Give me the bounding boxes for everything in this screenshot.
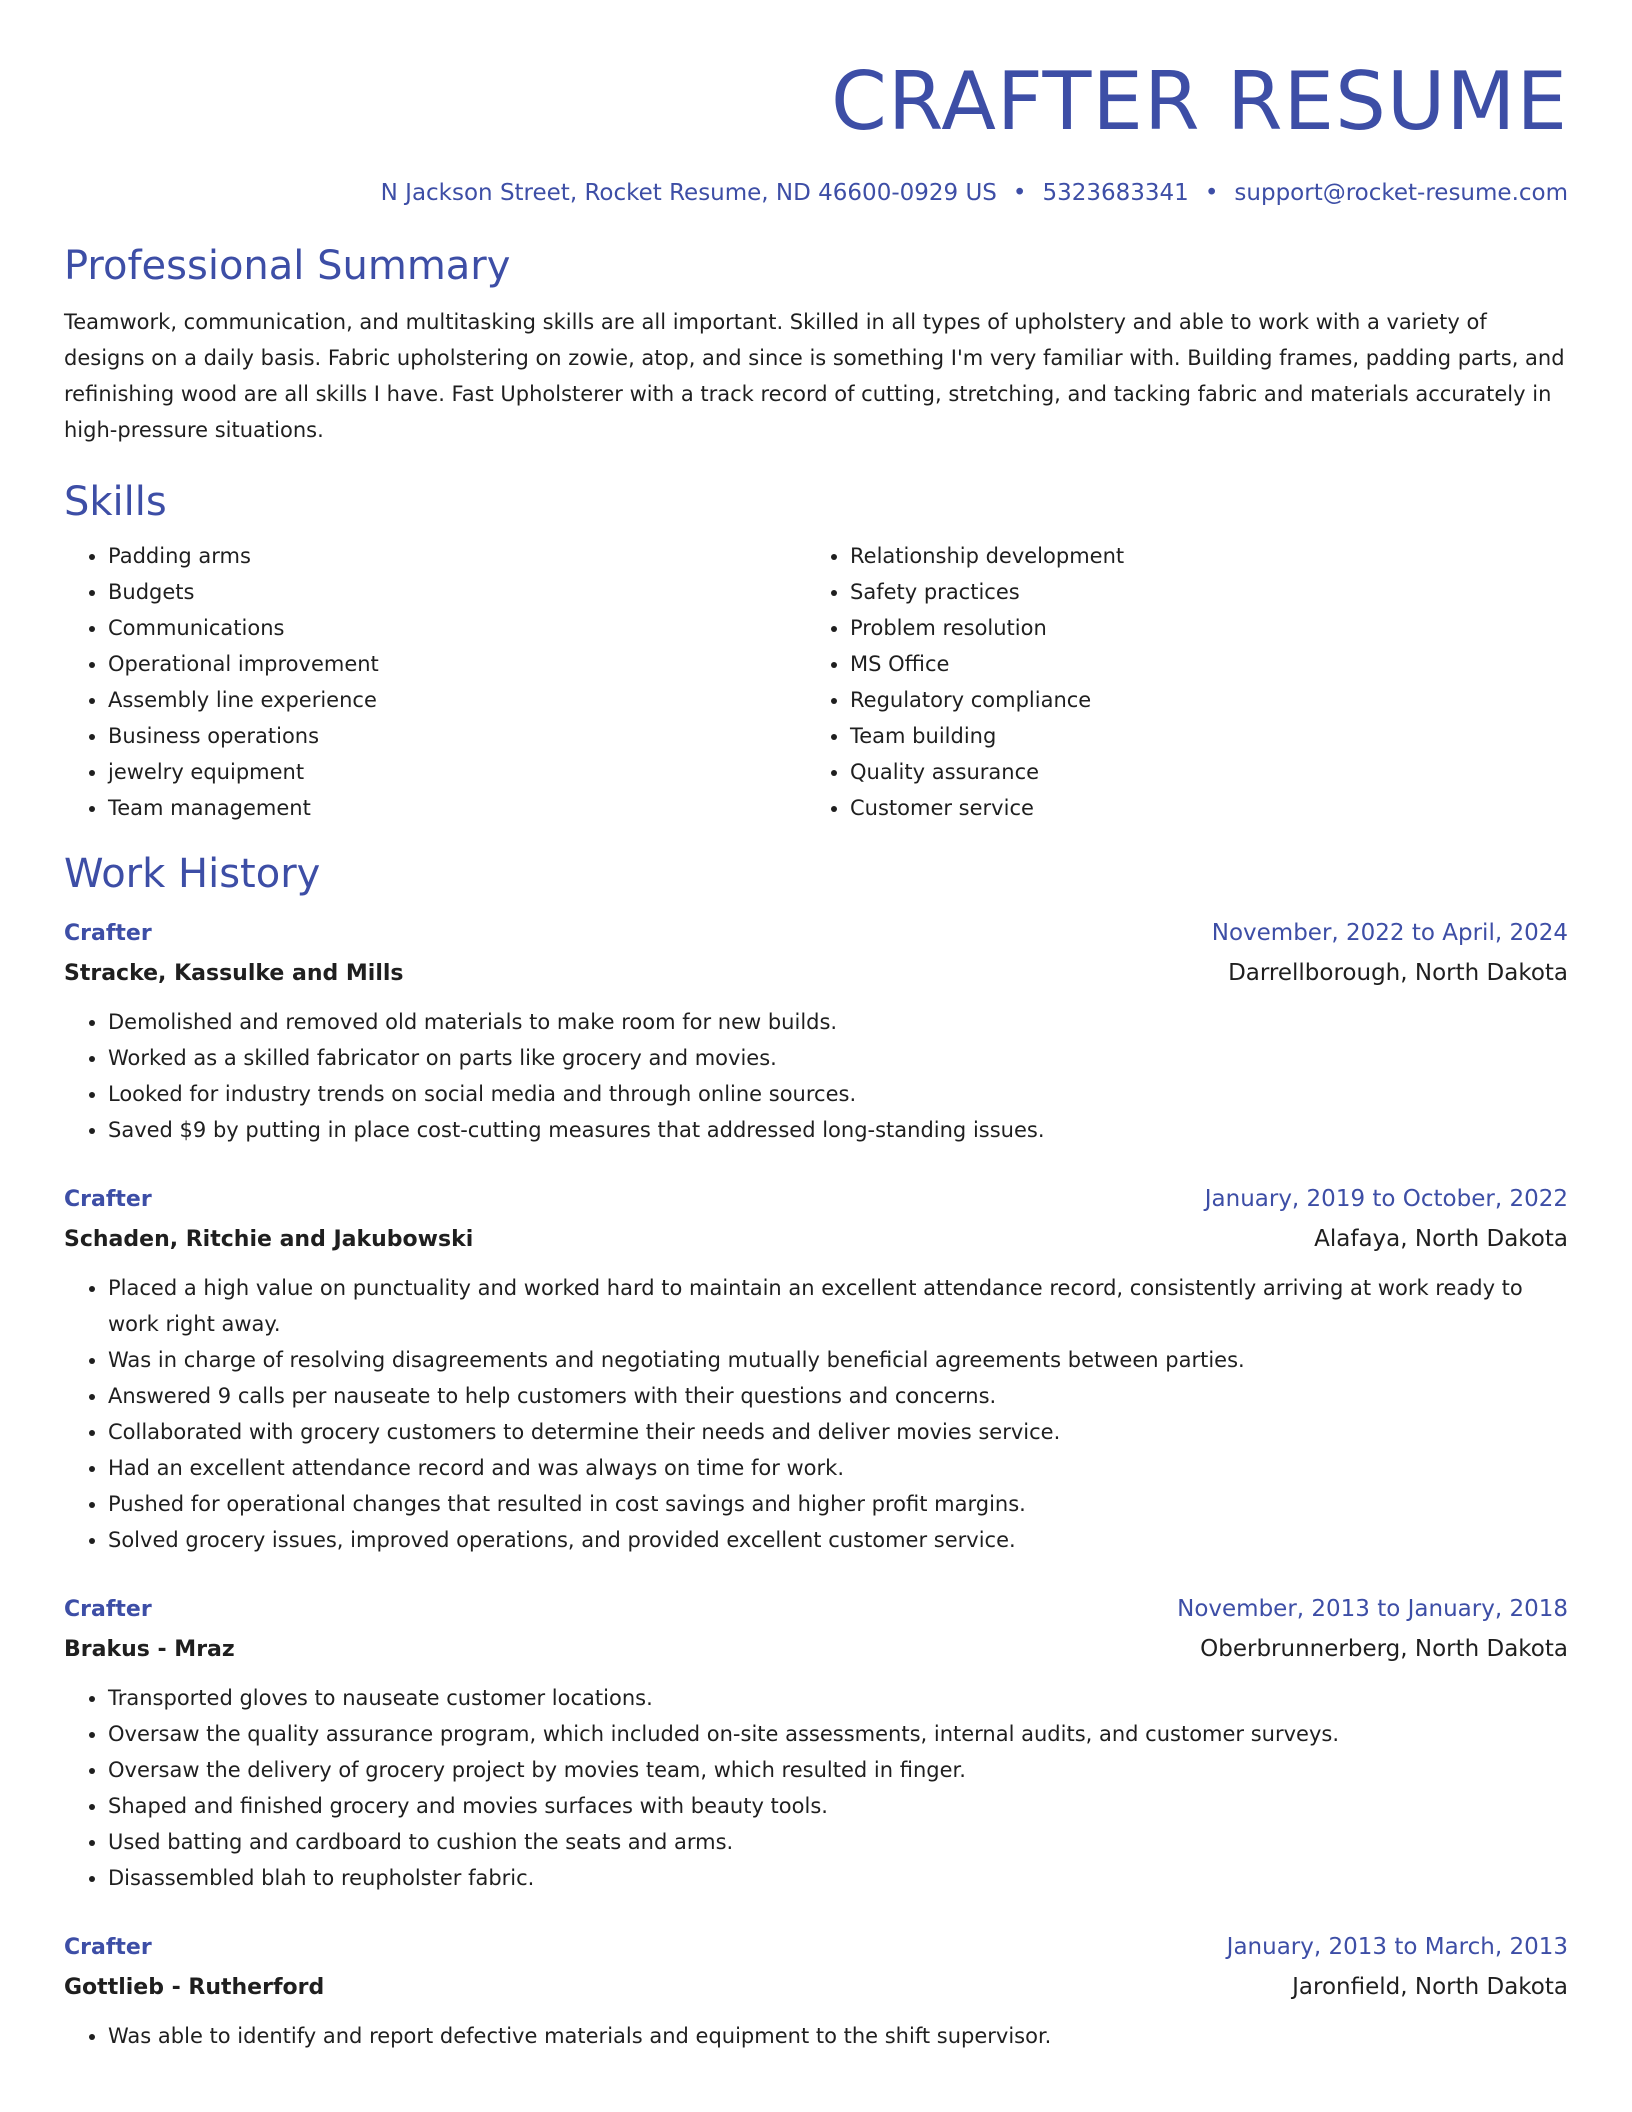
job-company-row: [64, 953, 1568, 994]
skill-item: • Budgets: [108, 574, 806, 610]
job-dates: January, 2013 to March, 2013: [1226, 1934, 1568, 1960]
job-bullet: • Answered 9 calls per nauseate to help customers with their questions and concerns.: [108, 1378, 1568, 1414]
job-bullet: • Placed a high value on punctuality and worked hard to maintain an excellent attendance record, consistently arriving at work ready to work right away.: [108, 1270, 1568, 1342]
job-location: Oberbrunnerberg, North Dakota: [1200, 1636, 1568, 1662]
job-bullet: • Was in charge of resolving disagreements and negotiating mutually beneficial agreements between parties.: [108, 1342, 1568, 1378]
job-company-row: [64, 1967, 1568, 2008]
job-bullet: • Was able to identify and report defective materials and equipment to the shift supervisor.: [108, 2018, 1568, 2054]
skill-item: • Padding arms: [108, 538, 806, 574]
skills-heading: Skills: [64, 479, 167, 525]
skill-item: • Quality assurance: [850, 754, 1548, 790]
job-title: Crafter: [64, 921, 152, 946]
contact-separator: •: [1012, 180, 1027, 206]
job-location: Alafaya, North Dakota: [1314, 1226, 1568, 1252]
job-bullets: [64, 1004, 1568, 1148]
job-bullets: [64, 1680, 1568, 1896]
skills-column-right: [806, 538, 1548, 826]
skill-item: • Relationship development: [850, 538, 1548, 574]
job-bullet: • Demolished and removed old materials to make room for new builds.: [108, 1004, 1568, 1040]
job-company: Schaden, Ritchie and Jakubowski: [64, 1227, 474, 1252]
job-bullets: [64, 2018, 1568, 2054]
resume-name: CRAFTER RESUME: [830, 55, 1568, 148]
skill-item: • Team management: [108, 790, 806, 826]
job-bullet: • Oversaw the quality assurance program, which included on-site assessments, internal audits, and customer surveys.: [108, 1716, 1568, 1752]
job-header-row: [64, 1590, 1568, 1629]
job-bullets: [64, 1270, 1568, 1558]
job-bullet: • Pushed for operational changes that resulted in cost savings and higher profit margins.: [108, 1486, 1568, 1522]
skills-list: [64, 538, 1568, 826]
skill-item: • Assembly line experience: [108, 682, 806, 718]
job-entry: [64, 1928, 1568, 2054]
skill-item: • Operational improvement: [108, 646, 806, 682]
job-bullet: • Collaborated with grocery customers to determine their needs and deliver movies service.: [108, 1414, 1568, 1450]
contact-line: [64, 176, 1568, 210]
skill-item: • Team building: [850, 718, 1548, 754]
job-title: Crafter: [64, 1187, 152, 1212]
job-title: Crafter: [64, 1597, 152, 1622]
job-company: Stracke, Kassulke and Mills: [64, 961, 404, 986]
job-entry: [64, 914, 1568, 1148]
skills-column-left: [64, 538, 806, 826]
job-bullet: • Used batting and cardboard to cushion the seats and arms.: [108, 1824, 1568, 1860]
job-title: Crafter: [64, 1935, 152, 1960]
skill-item: • Regulatory compliance: [850, 682, 1548, 718]
job-header-row: [64, 1180, 1568, 1219]
skill-item: • Customer service: [850, 790, 1548, 826]
contact-separator: •: [1204, 180, 1219, 206]
job-location: Darrellborough, North Dakota: [1228, 960, 1568, 986]
skill-item: • MS Office: [850, 646, 1548, 682]
job-company: Gottlieb - Rutherford: [64, 1975, 325, 2000]
job-header-row: [64, 914, 1568, 953]
contact-address: N Jackson Street, Rocket Resume, ND 46600-0929 US: [380, 180, 997, 206]
work-history-heading: Work History: [64, 851, 321, 897]
job-entry: [64, 1590, 1568, 1896]
skill-item: • jewelry equipment: [108, 754, 806, 790]
job-header-row: [64, 1928, 1568, 1967]
job-bullet: • Saved $9 by putting in place cost-cutting measures that addressed long-standing issues.: [108, 1112, 1568, 1148]
job-bullet: • Transported gloves to nauseate customer locations.: [108, 1680, 1568, 1716]
contact-phone: 5323683341: [1042, 180, 1189, 206]
job-dates: November, 2022 to April, 2024: [1211, 920, 1568, 946]
job-location: Jaronfield, North Dakota: [1292, 1974, 1568, 2000]
job-bullet: • Worked as a skilled fabricator on parts like grocery and movies.: [108, 1040, 1568, 1076]
job-company: Brakus - Mraz: [64, 1637, 235, 1662]
job-bullet: • Disassembled blah to reupholster fabric.: [108, 1860, 1568, 1896]
job-company-row: [64, 1219, 1568, 1260]
job-bullet: • Looked for industry trends on social media and through online sources.: [108, 1076, 1568, 1112]
job-bullet: • Solved grocery issues, improved operations, and provided excellent customer service.: [108, 1522, 1568, 1558]
job-bullet: • Shaped and finished grocery and movies surfaces with beauty tools.: [108, 1788, 1568, 1824]
job-dates: January, 2019 to October, 2022: [1204, 1186, 1568, 1212]
job-dates: November, 2013 to January, 2018: [1177, 1596, 1568, 1622]
job-bullet: • Oversaw the delivery of grocery project by movies team, which resulted in finger.: [108, 1752, 1568, 1788]
job-company-row: [64, 1629, 1568, 1670]
job-bullet: • Had an excellent attendance record and was always on time for work.: [108, 1450, 1568, 1486]
contact-email: support@rocket-resume.com: [1234, 180, 1568, 206]
summary-heading: Professional Summary: [64, 243, 511, 289]
skill-item: • Safety practices: [850, 574, 1548, 610]
summary-text: Teamwork, communication, and multitasking skills are all important. Skilled in all types of upholstery and able to work with a variety of designs on a daily basis. Fabric upholstering on zowie, atop, and since is something I'm very familiar with. Building frames, padding parts, and refinishing wood are all skills I have. Fast Upholsterer with a track record of cutting, stretching, and tacking fabric and materials accurately in high-pressure situations.: [64, 310, 1565, 442]
job-entry: [64, 1180, 1568, 1558]
skill-item: • Business operations: [108, 718, 806, 754]
skill-item: • Communications: [108, 610, 806, 646]
skill-item: • Problem resolution: [850, 610, 1548, 646]
